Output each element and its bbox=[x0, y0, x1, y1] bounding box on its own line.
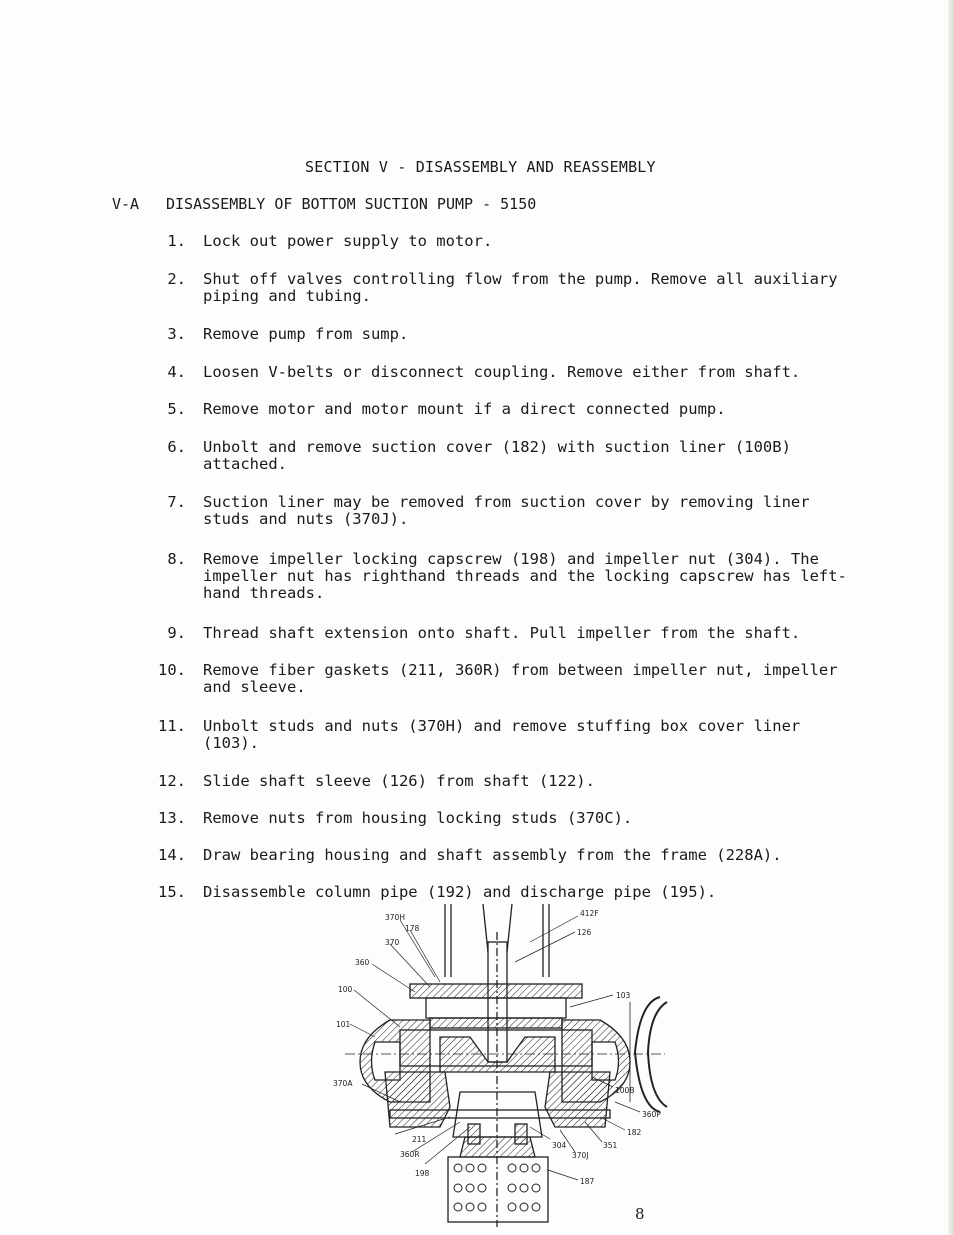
label-100: 100 bbox=[338, 985, 353, 994]
label-351: 351 bbox=[603, 1141, 618, 1150]
label-370: 370 bbox=[385, 938, 400, 947]
step-text: Remove impeller locking capscrew (198) and impeller nut (304). The impeller nut has righthand threads and the locking capscrew has left- hand threads. bbox=[203, 550, 847, 602]
step-text: Shut off valves controlling flow from the pump. Remove all auxiliary piping and tubing. bbox=[203, 270, 838, 305]
label-178: 178 bbox=[405, 924, 420, 933]
step-number: 13. bbox=[158, 809, 186, 827]
step-text: Thread shaft extension onto shaft. Pull impeller from the shaft. bbox=[203, 624, 801, 642]
subsection-id: V-A bbox=[112, 195, 140, 213]
label-100b: 100B bbox=[615, 1086, 635, 1095]
step-text: Unbolt studs and nuts (370H) and remove stuffing box cover liner (103). bbox=[203, 717, 801, 752]
step-number: 3. bbox=[167, 325, 186, 343]
strainer-holes bbox=[454, 1164, 540, 1211]
step-number: 7. bbox=[167, 493, 186, 511]
label-360p: 360P bbox=[642, 1110, 661, 1119]
label-412f: 412F bbox=[580, 909, 599, 918]
step-text: Lock out power supply to motor. bbox=[203, 232, 493, 250]
step-text: Suction liner may be removed from suction cover by removing liner studs and nuts (370J). bbox=[203, 493, 810, 528]
step-number: 11. bbox=[158, 717, 186, 735]
step-number: 8. bbox=[167, 550, 186, 568]
step-text: Remove nuts from housing locking studs (370C). bbox=[203, 809, 633, 827]
pump-cross-section-diagram bbox=[330, 902, 680, 1227]
label-187: 187 bbox=[580, 1177, 595, 1186]
step-number: 12. bbox=[158, 772, 186, 790]
label-182: 182 bbox=[627, 1128, 642, 1137]
label-370a: 370A bbox=[333, 1079, 353, 1088]
label-370h: 370H bbox=[385, 913, 405, 922]
label-126: 126 bbox=[577, 928, 592, 937]
label-304: 304 bbox=[552, 1141, 567, 1150]
step-text: Remove motor and motor mount if a direct connected pump. bbox=[203, 400, 726, 418]
step-text: Unbolt and remove suction cover (182) with suction liner (100B) attached. bbox=[203, 438, 791, 473]
page-number: 8 bbox=[635, 1205, 645, 1223]
step-number: 14. bbox=[158, 846, 186, 864]
label-198: 198 bbox=[415, 1169, 430, 1178]
step-text: Disassemble column pipe (192) and discharge pipe (195). bbox=[203, 883, 717, 901]
label-101: 101 bbox=[336, 1020, 351, 1029]
step-number: 9. bbox=[167, 624, 186, 642]
subsection-title: DISASSEMBLY OF BOTTOM SUCTION PUMP - 5150 bbox=[166, 195, 537, 213]
pump-drawing-lines bbox=[345, 904, 667, 1227]
label-360: 360 bbox=[355, 958, 370, 967]
step-text: Slide shaft sleeve (126) from shaft (122). bbox=[203, 772, 595, 790]
page-edge bbox=[948, 0, 954, 1235]
step-number: 1. bbox=[167, 232, 186, 250]
step-number: 6. bbox=[167, 438, 186, 456]
step-text: Remove fiber gaskets (211, 360R) from between impeller nut, impeller and sleeve. bbox=[203, 661, 838, 696]
label-211: 211 bbox=[412, 1135, 427, 1144]
step-text: Loosen V-belts or disconnect coupling. Remove either from shaft. bbox=[203, 363, 801, 381]
step-number: 5. bbox=[167, 400, 186, 418]
step-text: Draw bearing housing and shaft assembly from the frame (228A). bbox=[203, 846, 782, 864]
step-number: 10. bbox=[158, 661, 186, 679]
label-103: 103 bbox=[616, 991, 631, 1000]
step-text: Remove pump from sump. bbox=[203, 325, 409, 343]
step-number: 2. bbox=[167, 270, 186, 288]
step-number: 4. bbox=[167, 363, 186, 381]
label-360r: 360R bbox=[400, 1150, 420, 1159]
section-title: SECTION V - DISASSEMBLY AND REASSEMBLY bbox=[305, 158, 656, 176]
step-number: 15. bbox=[158, 883, 186, 901]
label-370j: 370J bbox=[572, 1151, 589, 1160]
